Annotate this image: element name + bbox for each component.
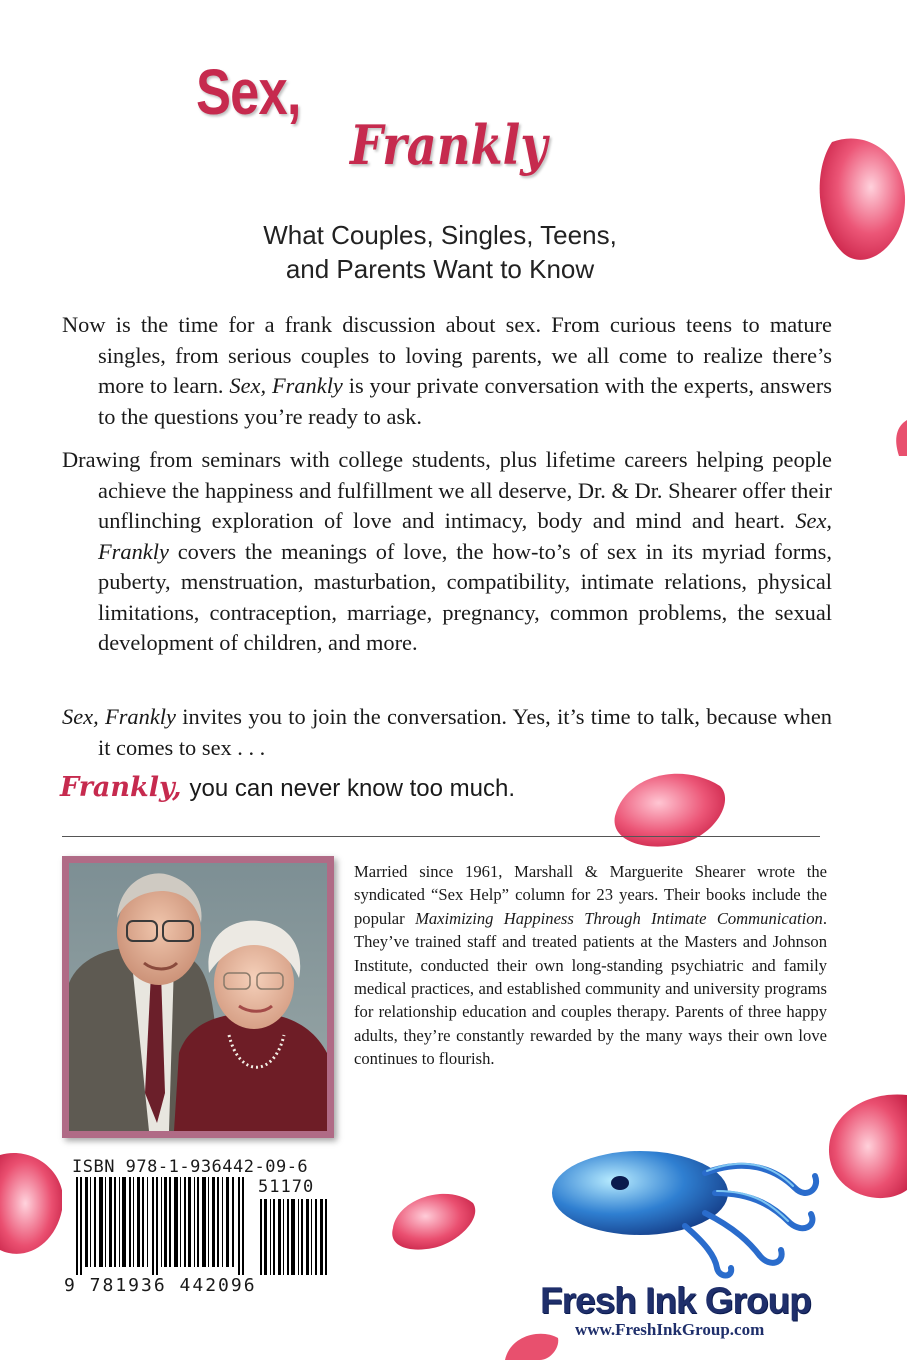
rose-petal-small-right (893, 420, 907, 456)
subtitle-line-2: and Parents Want to Know (285, 254, 595, 284)
rose-petal-center-bottom (388, 1188, 478, 1253)
author-photo (62, 856, 334, 1138)
book-title (0, 55, 907, 205)
title-line-2: Frankly (350, 113, 548, 177)
subtitle-line-1: What Couples, Singles, Teens, (263, 220, 617, 250)
paragraph-intro: Now is the time for a frank discussion about sex. From curious teens to mature singles, from serious couples to loving parents, we all come to realize there’s more to learn. Sex, Frankly is your private conversation with the experts, answers to the questions you’re ready to ask. (62, 312, 832, 429)
tagline-script: Frankly, (60, 772, 182, 803)
tagline (60, 772, 515, 803)
rose-petal-lower-left (0, 1150, 70, 1260)
ean-bars (76, 1177, 246, 1275)
title-line-1: Sex, (196, 56, 301, 128)
isbn-barcode (62, 1155, 334, 1300)
author-bio: Married since 1961, Marshall & Marguerite Shearer wrote the syndicated “Sex Help” column for 23 years. Their books include the popular Maximizing Happiness Through Intimate Communication. They’ve trained staff and treated patients at the Masters and Johnson Institute, conducted their own long-standing psychiatric and family medical practices, and established community and university programs for relationship education and couples therapy. Parents of three happy adults, they’re constantly rewarded by the many ways their own love continues to flourish. (354, 862, 827, 1069)
section-divider (62, 836, 820, 837)
price-code: 51170 (258, 1177, 315, 1197)
paragraph-description: Drawing from seminars with college students, plus lifetime careers helping people achieve the happiness and fulfillment we all deserve, Dr. & Dr. Shearer offer their unflinching exploration of love and intimacy, body and mind and heart. Sex, Frankly covers the meanings of love, the how-to’s of sex in its myriad forms, puberty, menstruation, masturbation, compatibility, intimate relations, physical limitations, contraception, marriage, pregnancy, common problems, the sexual development of children, and more. (62, 447, 832, 655)
rose-petal-bottom (500, 1328, 560, 1360)
tagline-text: you can never know too much. (189, 775, 516, 802)
isbn-number: ISBN 978-1-936442-09-6 (72, 1157, 309, 1177)
publisher-url: www.FreshInkGroup.com (575, 1320, 765, 1339)
price-bars (260, 1199, 328, 1275)
ean-digits: 9 781936 442096 (64, 1275, 257, 1296)
publisher-name: Fresh Ink Group (540, 1280, 811, 1321)
paragraph-invitation: Sex, Frankly invites you to join the conversation. Yes, it’s time to talk, because when it comes to sex . . . (62, 704, 832, 760)
octopus-logo-icon (545, 1138, 835, 1283)
